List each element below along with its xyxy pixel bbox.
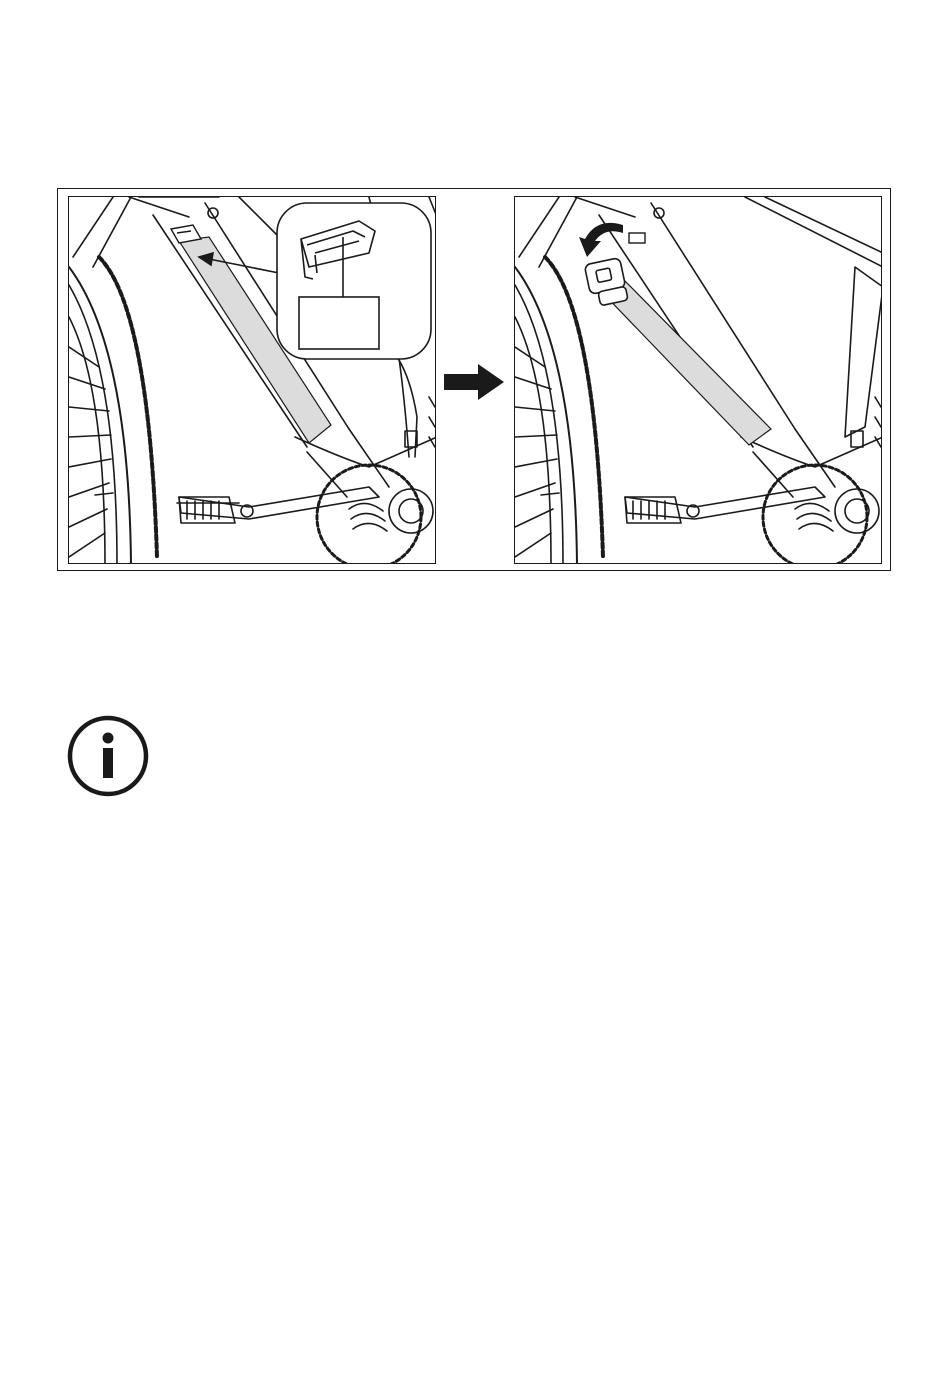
illustration-step-2 xyxy=(514,196,882,564)
info-note-text xyxy=(0,0,1,1)
info-icon xyxy=(66,714,150,798)
illustration-step-1 xyxy=(68,196,436,564)
arrow-right-icon xyxy=(444,364,504,400)
callout-label-box xyxy=(299,297,379,349)
